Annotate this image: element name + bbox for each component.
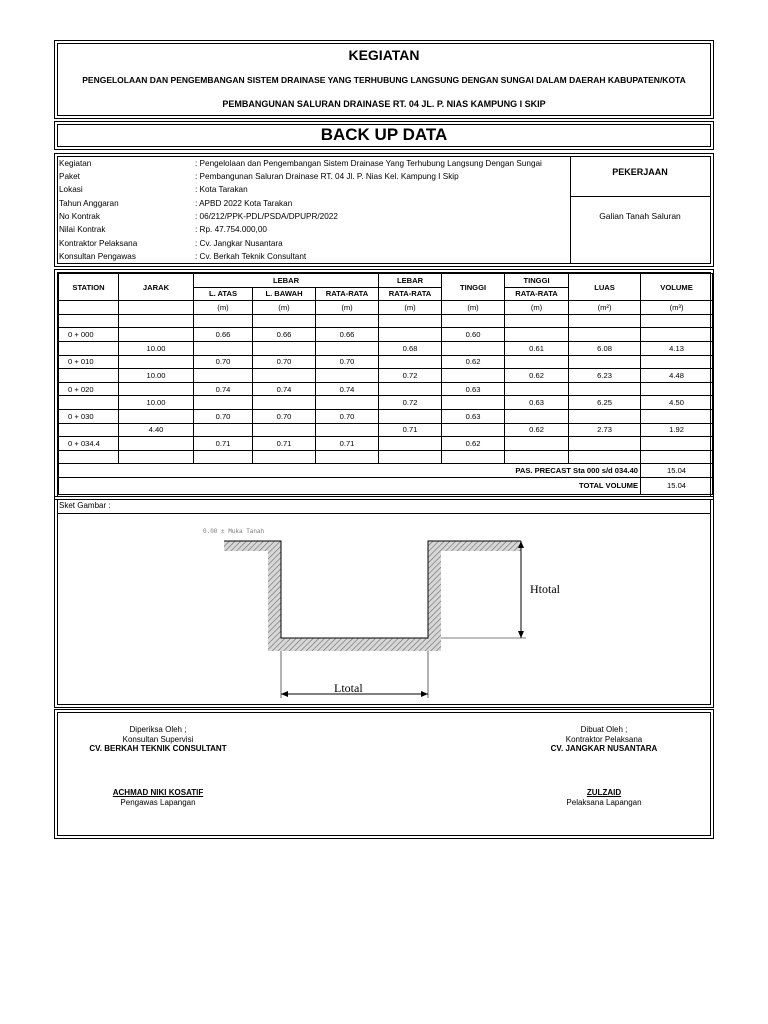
info-label: Konsultan Pengawas (59, 252, 136, 261)
header-box (57, 43, 711, 116)
signature-left (68, 725, 248, 754)
table-cell (641, 328, 713, 342)
table-cell (119, 450, 194, 464)
table-cell: 0.61 (505, 341, 569, 355)
header-lebar-rata: RATA-RATA (379, 287, 442, 301)
table-cell (194, 423, 253, 437)
sig-right-line1: Dibuat Oleh ; (580, 725, 628, 734)
unit-cell: (m) (505, 301, 569, 315)
table-row (59, 396, 713, 410)
table-cell (569, 314, 641, 328)
table-cell: 4.40 (119, 423, 194, 437)
table-cell: 2.73 (569, 423, 641, 437)
table-cell (641, 355, 713, 369)
table-cell: 0 + 000 (59, 328, 119, 342)
unit-cell: (m) (194, 301, 253, 315)
channel-cross-section-diagram (58, 514, 710, 705)
table-cell (442, 450, 505, 464)
table-body (59, 314, 713, 464)
table-cell: 10.00 (119, 369, 194, 383)
table-cell: 0.74 (194, 382, 253, 396)
sig-left-line2: Konsultan Supervisi (122, 734, 194, 744)
unit-cell: (m) (379, 301, 442, 315)
table-cell (505, 328, 569, 342)
sig-right-name: ZULZAID (586, 788, 622, 797)
sig-left-company: CV. BERKAH TEKNIK CONSULTANT (89, 744, 227, 753)
table-cell: 0.63 (442, 409, 505, 423)
table-row (59, 355, 713, 369)
table-cell (194, 314, 253, 328)
table-cell (442, 369, 505, 383)
table-cell (569, 450, 641, 464)
table-cell: 0.62 (505, 423, 569, 437)
table-cell (641, 314, 713, 328)
soil-hatch (428, 541, 441, 651)
header-rata-rata: RATA-RATA (316, 287, 379, 301)
table-cell: 0.66 (194, 328, 253, 342)
table-cell: 0.62 (442, 437, 505, 451)
table-cell (119, 314, 194, 328)
table-cell (379, 450, 442, 464)
table-cell (253, 396, 316, 410)
info-value: : Pembangunan Saluran Drainase RT. 04 Jl. P. Nias Kel. Kampung I Skip (195, 172, 459, 181)
table-cell (59, 396, 119, 410)
volume-table-box (57, 272, 711, 497)
sig-right-line2: Kontraktor Pelaksana (565, 734, 643, 744)
backup-title-box (57, 124, 711, 147)
signature-right (514, 725, 694, 754)
table-units-row (59, 301, 713, 315)
table-row (59, 423, 713, 437)
info-label: Paket (59, 172, 80, 181)
table-cell (119, 409, 194, 423)
total-value: 15.04 (641, 477, 713, 494)
table-cell (505, 437, 569, 451)
sketch-area (58, 513, 710, 704)
table-cell: 0.63 (442, 382, 505, 396)
signature-right-name (514, 788, 694, 807)
table-row (59, 382, 713, 396)
header-lebar: LEBAR (194, 274, 379, 288)
table-cell: 0.74 (316, 382, 379, 396)
info-label: Tahun Anggaran (59, 199, 119, 208)
table-cell: 0.66 (316, 328, 379, 342)
table-cell (316, 396, 379, 410)
header-tinggi-2: TINGGI (505, 274, 569, 288)
info-value: : 06/212/PPK-PDL/PSDA/DPUPR/2022 (195, 212, 338, 221)
table-cell (194, 396, 253, 410)
arrow-left-icon (281, 691, 288, 697)
table-cell (569, 355, 641, 369)
table-cell (442, 423, 505, 437)
table-row (59, 328, 713, 342)
table-cell (505, 450, 569, 464)
info-value: : APBD 2022 Kota Tarakan (195, 199, 293, 208)
ground-level-label: 0.00 ± Muka Tanah (203, 528, 265, 535)
pekerjaan-label: PEKERJAAN (612, 167, 668, 177)
header-tinggi-rata: RATA-RATA (505, 287, 569, 301)
unit-cell (119, 301, 194, 315)
table-cell (379, 314, 442, 328)
table-cell (119, 382, 194, 396)
unit-cell: (m) (442, 301, 505, 315)
table-cell: 4.50 (641, 396, 713, 410)
table-cell (442, 396, 505, 410)
table-cell: 0.70 (194, 355, 253, 369)
table-cell (569, 382, 641, 396)
table-cell: 10.00 (119, 341, 194, 355)
pekerjaan-value: Galian Tanah Saluran (599, 211, 681, 221)
table-cell (59, 450, 119, 464)
precast-value: 15.04 (641, 464, 713, 478)
table-cell (379, 409, 442, 423)
h-total-label: Htotal (530, 582, 560, 596)
info-value: : Pengelolaan dan Pengembangan Sistem Drainase Yang Terhubung Langsung Dengan Sungai (195, 159, 542, 168)
table-cell: 0.70 (316, 355, 379, 369)
table-cell: 0 + 010 (59, 355, 119, 369)
header-station: STATION (59, 274, 119, 301)
table-cell (316, 450, 379, 464)
header-luas: LUAS (569, 274, 641, 301)
table-cell (505, 355, 569, 369)
table-cell (194, 450, 253, 464)
table-cell (316, 314, 379, 328)
table-cell (442, 314, 505, 328)
table-cell: 0 + 020 (59, 382, 119, 396)
table-header-row (59, 274, 713, 288)
table-cell (569, 409, 641, 423)
table-cell (59, 369, 119, 383)
table-cell (641, 450, 713, 464)
table-row (59, 437, 713, 451)
table-cell: 6.25 (569, 396, 641, 410)
table-cell: 0.71 (316, 437, 379, 451)
table-row (59, 341, 713, 355)
precast-row (59, 464, 713, 478)
table-cell: 4.13 (641, 341, 713, 355)
table-cell (253, 341, 316, 355)
table-cell: 0.62 (505, 369, 569, 383)
table-cell: 0.71 (253, 437, 316, 451)
info-block (57, 156, 711, 264)
info-value: : Cv. Berkah Teknik Consultant (195, 252, 307, 261)
total-row (59, 477, 713, 494)
unit-cell: (m) (316, 301, 379, 315)
l-total-label: Ltotal (334, 681, 363, 695)
soil-hatch (428, 541, 521, 551)
table-cell (59, 423, 119, 437)
table-cell (194, 341, 253, 355)
info-value: : Kota Tarakan (195, 185, 248, 194)
table-cell: 0.70 (253, 355, 316, 369)
table-cell (253, 369, 316, 383)
table-cell (379, 437, 442, 451)
volume-table (58, 273, 713, 495)
header-l-bawah: L. BAWAH (253, 287, 316, 301)
header-tinggi: TINGGI (442, 274, 505, 301)
info-label: Lokasi (59, 185, 83, 194)
table-cell (505, 314, 569, 328)
table-cell (505, 382, 569, 396)
table-cell (641, 409, 713, 423)
table-cell: 0.70 (253, 409, 316, 423)
table-cell: 0 + 030 (59, 409, 119, 423)
table-cell: 0.63 (505, 396, 569, 410)
table-cell (119, 437, 194, 451)
sig-left-name: ACHMAD NIKI KOSATIF (112, 788, 204, 797)
precast-label: PAS. PRECAST Sta 000 s/d 034.40 (59, 464, 641, 478)
backup-title: BACK UP DATA (320, 125, 448, 144)
table-cell (379, 355, 442, 369)
unit-cell: (m³) (641, 301, 713, 315)
table-cell: 6.23 (569, 369, 641, 383)
table-cell: 0.68 (379, 341, 442, 355)
info-label: Nilai Kontrak (59, 225, 106, 234)
table-cell: 0.62 (442, 355, 505, 369)
table-cell (316, 423, 379, 437)
table-cell (253, 314, 316, 328)
sig-right-role: Pelaksana Lapangan (566, 797, 642, 807)
table-cell: 0 + 034.4 (59, 437, 119, 451)
header-jarak: JARAK (119, 274, 194, 301)
table-cell (316, 369, 379, 383)
total-label: TOTAL VOLUME (59, 477, 641, 494)
table-cell: 1.92 (641, 423, 713, 437)
table-row (59, 409, 713, 423)
info-label: Kegiatan (59, 159, 92, 168)
sketch-label: Sket Gambar : (59, 501, 111, 510)
sig-right-company: CV. JANGKAR NUSANTARA (550, 744, 658, 753)
table-cell: 0.70 (316, 409, 379, 423)
table-cell (194, 369, 253, 383)
header-lebar-2: LEBAR (379, 274, 442, 288)
table-cell: 10.00 (119, 396, 194, 410)
table-cell: 0.72 (379, 369, 442, 383)
header-project: PEMBANGUNAN SALURAN DRAINASE RT. 04 JL. P. NIAS KAMPUNG I SKIP (222, 99, 546, 109)
table-cell (641, 437, 713, 451)
table-cell (119, 355, 194, 369)
signature-block (57, 712, 711, 836)
table-row (59, 450, 713, 464)
unit-cell: (m) (253, 301, 316, 315)
unit-cell: (m²) (569, 301, 641, 315)
table-cell (505, 409, 569, 423)
sketch-box (57, 499, 711, 705)
info-label: No Kontrak (59, 212, 100, 221)
sig-left-role: Pengawas Lapangan (120, 797, 196, 807)
table-cell (59, 341, 119, 355)
table-cell: 0.66 (253, 328, 316, 342)
table-cell (442, 341, 505, 355)
table-row (59, 369, 713, 383)
header-volume: VOLUME (641, 274, 713, 301)
table-cell (641, 382, 713, 396)
info-divider (570, 196, 710, 197)
table-cell: 0.71 (379, 423, 442, 437)
table-cell: 0.72 (379, 396, 442, 410)
arrow-right-icon (421, 691, 428, 697)
unit-cell (59, 301, 119, 315)
arrow-down-icon (518, 631, 524, 638)
table-cell (379, 328, 442, 342)
table-cell (59, 314, 119, 328)
table-cell: 0.74 (253, 382, 316, 396)
table-cell: 0.60 (442, 328, 505, 342)
sig-left-line1: Diperiksa Oleh ; (129, 725, 187, 734)
header-subtitle: PENGELOLAAN DAN PENGEMBANGAN SISTEM DRAINASE YANG TERHUBUNG LANGSUNG DENGAN SUNGAI DALAM DAERAH KABUPATEN/KOTA (82, 75, 686, 85)
soil-hatch (268, 541, 281, 651)
info-value: : Cv. Jangkar Nusantara (195, 239, 283, 248)
table-cell: 0.70 (194, 409, 253, 423)
soil-hatch (268, 638, 441, 651)
table-cell: 4.48 (641, 369, 713, 383)
table-cell (119, 328, 194, 342)
header-title: KEGIATAN (348, 47, 420, 63)
table-cell: 0.71 (194, 437, 253, 451)
table-cell (569, 437, 641, 451)
table-cell (253, 450, 316, 464)
header-l-atas: L. ATAS (194, 287, 253, 301)
signature-left-name (68, 788, 248, 807)
table-cell: 6.08 (569, 341, 641, 355)
table-cell (379, 382, 442, 396)
table-cell (253, 423, 316, 437)
table-cell (569, 328, 641, 342)
info-label: Kontraktor Pelaksana (59, 239, 138, 248)
info-value: : Rp. 47.754.000,00 (195, 225, 267, 234)
table-row (59, 314, 713, 328)
table-cell (316, 341, 379, 355)
